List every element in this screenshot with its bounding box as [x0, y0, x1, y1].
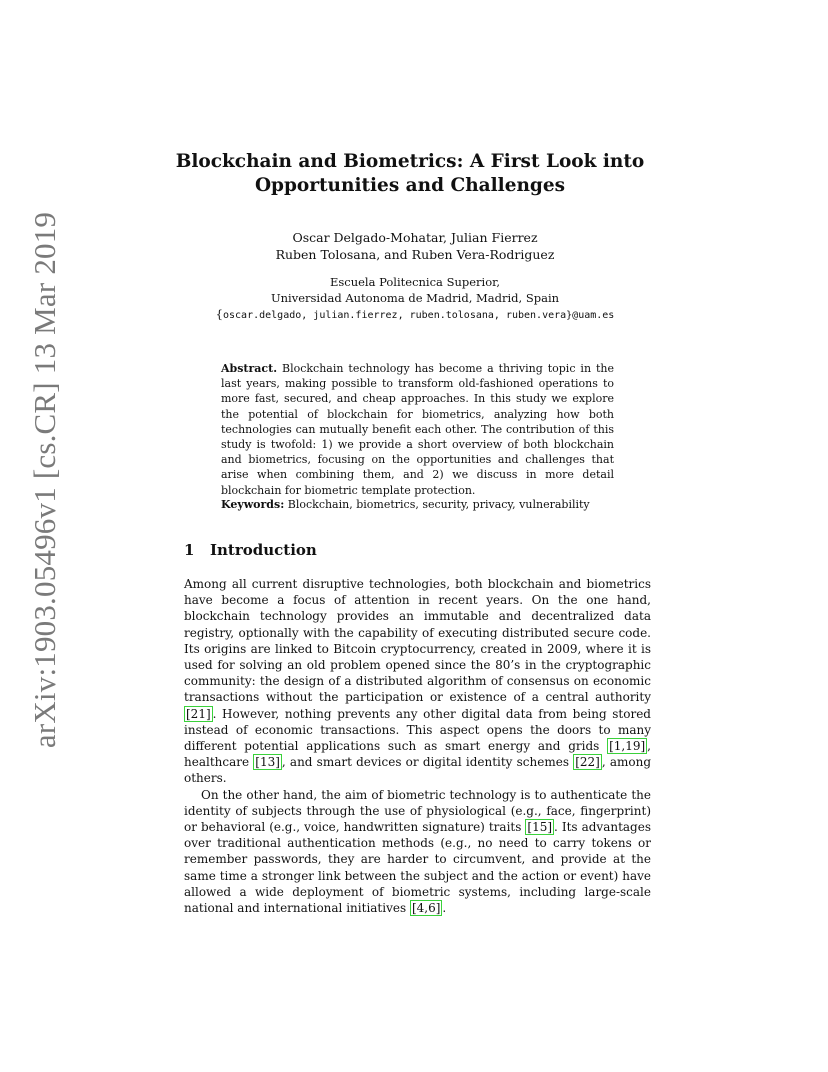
keywords-text: Blockchain, biometrics, security, privacy, vulnerability — [287, 498, 590, 511]
keywords-label: Keywords: — [221, 498, 285, 511]
abstract-text: Blockchain technology has become a thriving topic in the last years, making possible to transform old-fashioned operations to more fast, secured, and cheap approaches. In this study we explore the potential of blockchain for biometrics, analyzing how both technologies can mutually benefit each other. The contribution of this study is twofold: 1) we provide a short overview of both blockchain and biometrics, focusing on the opportunities and challenges that arise when combining them, and 2) we discuss in more detail blockchain for biometric template protection. — [221, 362, 615, 497]
affiliation — [140, 274, 690, 324]
paragraph-2-text: On the other hand, the aim of biometric technology is to authenticate the identity of subjects through the use of physiological (e.g., face, fingerprint) or behavioral (e.g., voice, handwritten signature) traits — [184, 787, 651, 835]
email-brace-open: { — [215, 307, 223, 321]
paragraph-1-text: , among others. — [184, 755, 651, 786]
section-title: Introduction — [210, 541, 317, 559]
paragraph-2-text: . Its advantages over traditional authentication methods (e.g., no need to carry tokens or remember passwords, they are harder to circumvent, and provide at the same time a stronger link between the subject and the action or event) have allowed a wide deployment of biometric systems, including large-scale national and international initiatives — [184, 820, 651, 916]
citation-link[interactable]: [21] — [186, 706, 211, 721]
email-addresses: oscar.delgado, julian.fierrez, ruben.tolosana, ruben.vera — [222, 310, 567, 321]
paragraph-1-text: , healthcare — [184, 739, 651, 770]
affiliation-line-2: Universidad Autonoma de Madrid, Madrid, Spain — [270, 291, 560, 305]
email-domain: }@uam.es — [566, 310, 615, 321]
section-number: 1 — [184, 541, 195, 559]
section-heading — [184, 540, 317, 560]
authors-line-2: Ruben Tolosana, and Ruben Vera-Rodriguez — [275, 247, 555, 262]
author-list — [140, 229, 690, 263]
citation-link[interactable]: [13] — [255, 755, 280, 770]
abstract-label: Abstract. — [221, 362, 278, 375]
email-line — [140, 306, 690, 324]
citation-link[interactable]: [15] — [527, 820, 553, 835]
paragraph-2 — [184, 787, 651, 917]
citation-link[interactable]: [22] — [575, 755, 600, 770]
abstract — [221, 361, 614, 498]
paragraph-1-text: . However, nothing prevents any other digital data from being stored instead of economic transactions. This aspect opens the doors to many different potential applications such as smart energy and grids — [184, 706, 651, 754]
paragraph-1 — [184, 576, 651, 787]
affiliation-line-1: Escuela Politecnica Superior, — [329, 275, 501, 289]
paper-title — [160, 150, 660, 198]
paragraph-1-text: , and smart devices or digital identity schemes — [281, 755, 574, 770]
section-body — [184, 576, 651, 916]
title-line-2: Opportunities and Challenges — [254, 175, 566, 196]
arxiv-side-stamp: arXiv:1903.05496v1 [cs.CR] 13 Mar 2019 — [27, 211, 62, 749]
citation-link[interactable]: [1,19] — [609, 739, 646, 754]
authors-line-1: Oscar Delgado-Mohatar, Julian Fierrez — [292, 230, 538, 245]
title-line-1: Blockchain and Biometrics: A First Look into — [175, 151, 645, 172]
citation-link[interactable]: [4,6] — [411, 901, 441, 916]
paragraph-2-text: . — [442, 901, 447, 916]
paragraph-1-text: Among all current disruptive technologies, both blockchain and biometrics have become a focus of attention in recent years. On the one hand, blockchain technology provides an immutable and decentralized data registry, optionally with the capability of executing distributed secure code. Its origins are linked to Bitcoin cryptocurrency, created in 2009, where it is used for solving an old problem opened since the 80’s in the cryptographic community: the design of a distributed algorithm of consensus on economic transactions without the participation or existence of a central authority — [184, 577, 651, 705]
keywords — [221, 497, 641, 512]
